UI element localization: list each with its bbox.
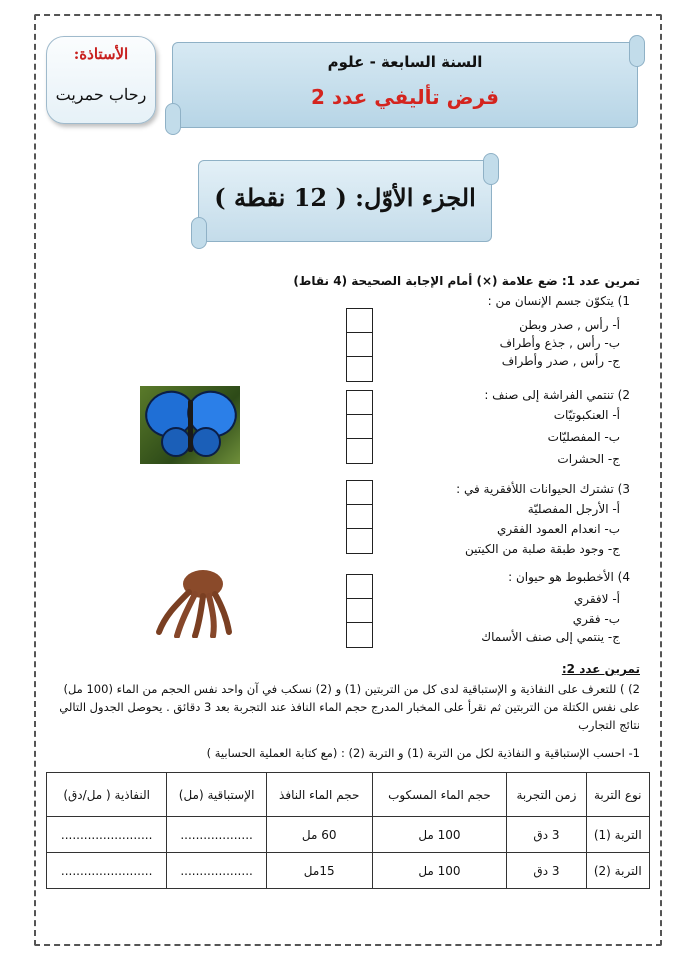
table-cell: التربة (1)	[586, 817, 649, 853]
table-cell: التربة (2)	[586, 853, 649, 889]
q4-checkbox-c[interactable]	[347, 623, 372, 647]
teacher-name: رحاب حمريت	[55, 85, 147, 104]
table-cell: 100 مل	[372, 853, 507, 889]
exercise2-paragraph-line1: 2) ) للتعرف على النفاذية و الإستباقية لدى كل من التربتين (1) و (2) نسكب في آن واحد نفس الحجم من الماء (100 مل)	[63, 682, 640, 696]
q4-option-b: ب- فقري	[572, 612, 620, 626]
teacher-label: الأستاذة:	[73, 45, 129, 63]
q4-checkbox-a[interactable]	[347, 575, 372, 599]
q2-option-b: ب- المفصليّات	[547, 430, 620, 444]
q2-text: 2) تنتمي الفراشة إلى صنف :	[484, 388, 630, 402]
q1-checkbox-b[interactable]	[347, 333, 372, 357]
q1-option-b: ب- رأس , جذع وأطراف	[499, 336, 620, 350]
q3-checkbox-a[interactable]	[347, 481, 372, 505]
q4-option-a: أ- لافقري	[573, 592, 620, 606]
table-header-row	[47, 773, 650, 817]
q1-text: 1) يتكوّن جسم الإنسان من :	[487, 294, 630, 308]
q3-text: 3) تشترك الحيوانات اللأفقرية في :	[456, 482, 630, 496]
table-header-cell: نوع التربة	[586, 773, 649, 817]
part-title-banner	[198, 160, 492, 242]
q4-checkboxes	[346, 574, 373, 648]
butterfly-icon	[140, 386, 240, 464]
table-cell: 3 دق	[507, 853, 586, 889]
q4-option-c: ج- ينتمي إلى صنف الأسماك	[481, 630, 620, 644]
q3-option-b: ب- انعدام العمود الفقري	[497, 522, 620, 536]
table-cell: 100 مل	[372, 817, 507, 853]
q1-checkbox-c[interactable]	[347, 357, 372, 381]
table-answer-cell[interactable]: ...................	[167, 853, 267, 889]
q1-option-a: أ- رأس , صدر وبطن	[519, 318, 620, 332]
q2-checkboxes	[346, 390, 373, 464]
table-header-cell: النفاذية ( مل/دق)	[47, 773, 167, 817]
table-cell: 3 دق	[507, 817, 586, 853]
butterfly-image	[140, 386, 240, 464]
q1-checkboxes	[346, 308, 373, 382]
q2-option-a: أ- العنكبوتيّات	[553, 408, 620, 422]
exercise2-paragraph-line2: على نفس الكتلة من التربتين ثم نقرأ على المخبار المدرج حجم الماء النافذ عند التجربة بعد 3 دقائق . يحوصل الجدول التالي	[59, 700, 640, 714]
table-header-cell: حجم الماء النافذ	[266, 773, 372, 817]
exercise2-paragraph-line3: نتائج التجارب	[578, 718, 640, 732]
q2-checkbox-c[interactable]	[347, 439, 372, 463]
q1-checkbox-a[interactable]	[347, 309, 372, 333]
octopus-image	[155, 566, 233, 638]
header-subject: السنة السابعة - علوم	[327, 53, 483, 71]
teacher-box	[46, 36, 156, 124]
exercise2-title: تمرين عدد 2:	[561, 662, 640, 676]
q3-checkbox-b[interactable]	[347, 505, 372, 529]
q3-option-a: أ- الأرجل المفصليّة	[527, 502, 620, 516]
q2-option-c: ج- الحشرات	[557, 452, 620, 466]
q3-checkbox-c[interactable]	[347, 529, 372, 553]
table-answer-cell[interactable]: ........................	[47, 817, 167, 853]
octopus-icon	[155, 566, 233, 638]
exercise1-title: تمرين عدد 1: ضع علامة (×) أمام الإجابة الصحيحة (4 نقاط)	[293, 274, 640, 288]
table-cell: 15مل	[266, 853, 372, 889]
table-row	[47, 853, 650, 889]
table-cell: 60 مل	[266, 817, 372, 853]
q2-checkbox-b[interactable]	[347, 415, 372, 439]
table-header-cell: حجم الماء المسكوب	[372, 773, 507, 817]
q4-checkbox-b[interactable]	[347, 599, 372, 623]
table-answer-cell[interactable]: ...................	[167, 817, 267, 853]
results-table	[46, 772, 650, 889]
exercise2-instruction: 1- احسب الإستباقية و النفاذية لكل من التربة (1) و التربة (2) : (مع كتابة العملية الحسابية )	[206, 746, 640, 760]
part-title: الجزء الأوّل: ( 12 نقطة )	[214, 183, 476, 212]
q1-option-c: ج- رأس , صدر وأطراف	[501, 354, 620, 368]
header-exam-title: فرض تأليفي عدد 2	[310, 85, 500, 109]
q3-checkboxes	[346, 480, 373, 554]
q2-checkbox-a[interactable]	[347, 391, 372, 415]
header-banner	[172, 42, 638, 128]
table-answer-cell[interactable]: ........................	[47, 853, 167, 889]
q4-text: 4) الأخطبوط هو حيوان :	[508, 570, 630, 584]
table-header-cell: زمن التجربة	[507, 773, 586, 817]
q3-option-c: ج- وجود طبقة صلبة من الكيتين	[465, 542, 620, 556]
table-row	[47, 817, 650, 853]
table-header-cell: الإستباقية (مل)	[167, 773, 267, 817]
